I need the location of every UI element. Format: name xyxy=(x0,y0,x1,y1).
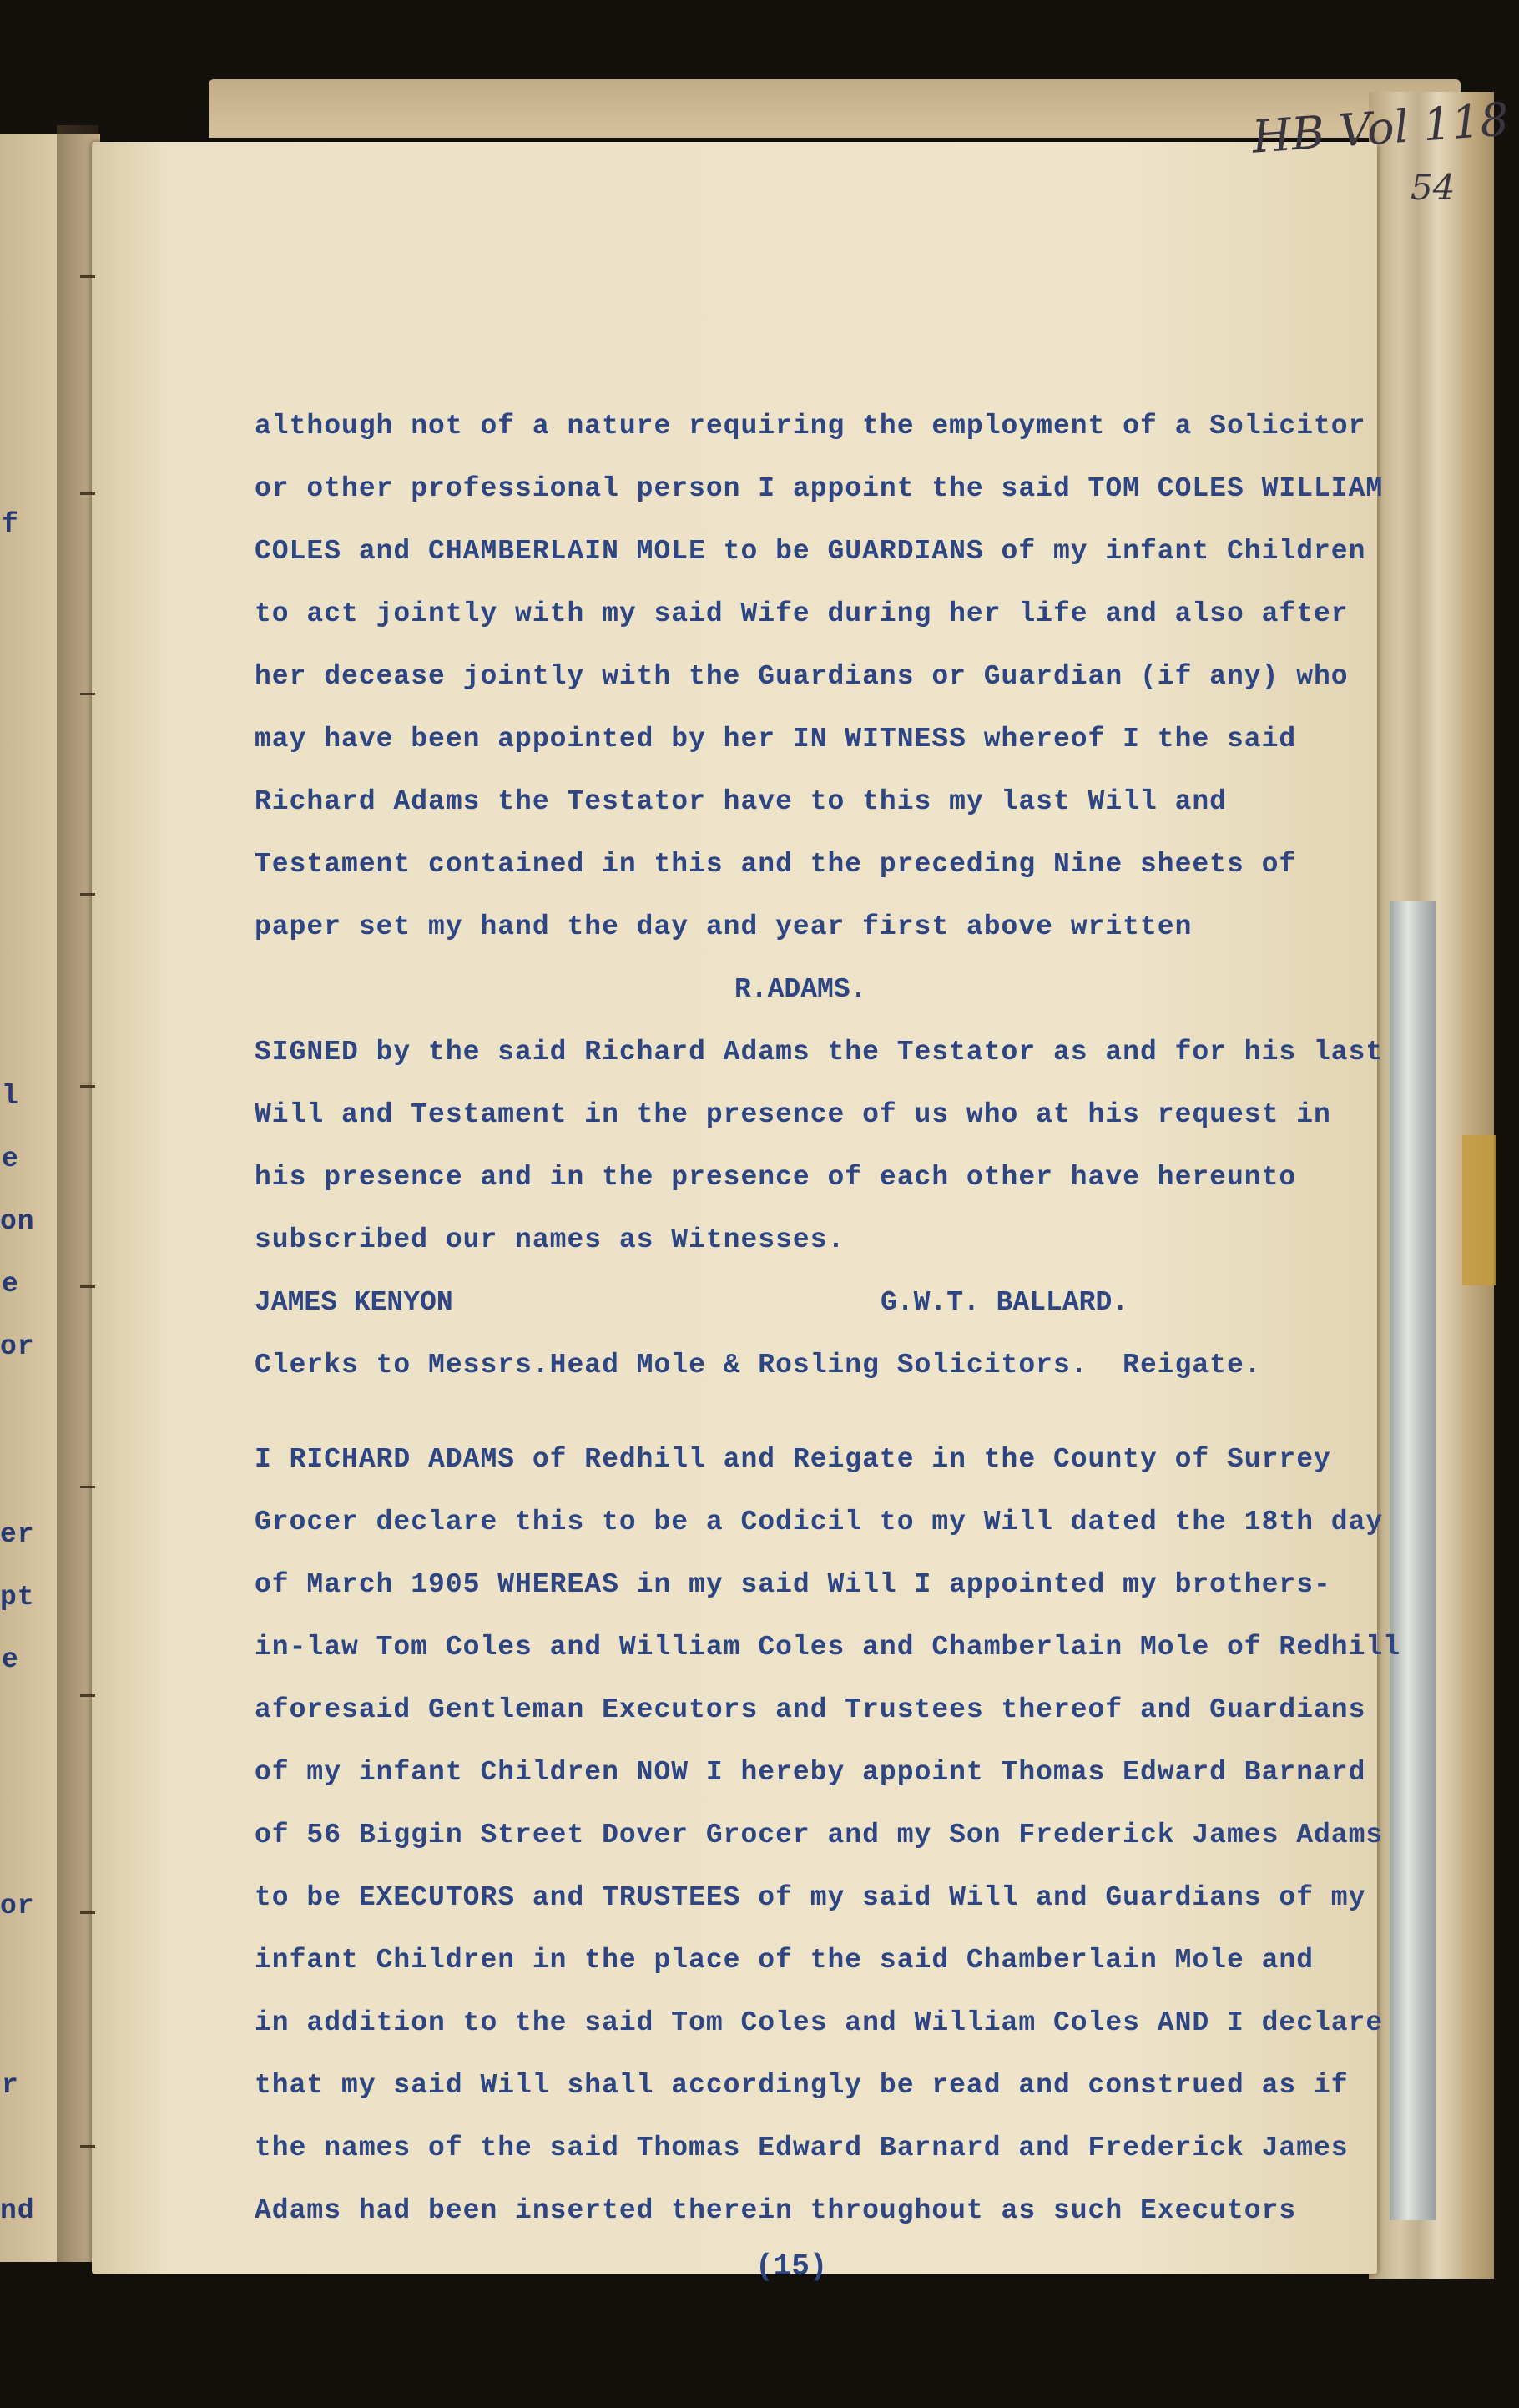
testator-signature: R.ADAMS. xyxy=(734,974,867,1005)
facing-page-fragment: l xyxy=(2,1081,19,1112)
codicil-line: of March 1905 WHEREAS in my said Will I appointed my brothers- xyxy=(255,1569,1331,1600)
codicil-line: in-law Tom Coles and William Coles and Chamberlain Mole of Redhill xyxy=(255,1632,1401,1663)
codicil-line: in addition to the said Tom Coles and William Coles AND I declare xyxy=(255,2007,1384,2038)
facing-page-fragment: e xyxy=(2,1143,19,1174)
binding-stitch xyxy=(80,893,95,896)
will-line: Richard Adams the Testator have to this my last Will and xyxy=(255,786,1227,817)
binding-stitch xyxy=(80,2145,95,2148)
clerks-line: Clerks to Messrs.Head Mole & Rosling Solicitors. Reigate. xyxy=(255,1350,1262,1381)
binding-stitch xyxy=(80,1285,95,1288)
will-line: or other professional person I appoint the said TOM COLES WILLIAM xyxy=(255,473,1384,504)
binding-stitch xyxy=(80,1694,95,1697)
attestation-line: Will and Testament in the presence of us who at his request in xyxy=(255,1099,1331,1130)
binding-stitch xyxy=(80,492,95,495)
facing-page-fragment: nd xyxy=(0,2195,35,2226)
archive-reference: HB Vol 118 xyxy=(1250,93,1511,164)
codicil-line: the names of the said Thomas Edward Barnard and Frederick James xyxy=(255,2133,1349,2163)
codicil-line: that my said Will shall accordingly be read and construed as if xyxy=(255,2070,1349,2101)
binding-stitch xyxy=(80,1911,95,1914)
binding-stitch xyxy=(80,275,95,278)
binding-stitch xyxy=(80,1486,95,1488)
will-line: her decease jointly with the Guardians or Guardian (if any) who xyxy=(255,661,1349,692)
facing-page-fragment: or xyxy=(0,1331,35,1362)
facing-page-fragment: f xyxy=(2,509,19,540)
folio-number: 54 xyxy=(1410,167,1456,208)
facing-page-fragment: pt xyxy=(0,1582,35,1613)
binding-stitch xyxy=(80,1085,95,1088)
will-line: to act jointly with my said Wife during her life and also after xyxy=(255,598,1349,629)
facing-page-fragment: or xyxy=(0,1891,35,1921)
witness-name-ballard: G.W.T. BALLARD. xyxy=(881,1287,1129,1318)
facing-page-fragment: e xyxy=(2,1269,19,1300)
codicil-line: infant Children in the place of the said Chamberlain Mole and xyxy=(255,1945,1314,1976)
will-line: may have been appointed by her IN WITNESS whereof I the said xyxy=(255,724,1297,755)
repair-tape xyxy=(1462,1135,1496,1285)
codicil-line: of 56 Biggin Street Dover Grocer and my Son Frederick James Adams xyxy=(255,1820,1384,1850)
facing-page-fragment: er xyxy=(0,1519,35,1550)
codicil-line: to be EXECUTORS and TRUSTEES of my said Will and Guardians of my xyxy=(255,1882,1366,1913)
facing-page-fragment: r xyxy=(2,2070,19,2101)
binding-stitch xyxy=(80,693,95,695)
will-line: paper set my hand the day and year first above written xyxy=(255,911,1193,942)
codicil-line: I RICHARD ADAMS of Redhill and Reigate in the County of Surrey xyxy=(255,1444,1331,1475)
codicil-line: aforesaid Gentleman Executors and Trustees thereof and Guardians xyxy=(255,1694,1366,1725)
plastic-sleeve xyxy=(1390,901,1436,2220)
facing-page-fragment: on xyxy=(0,1206,35,1237)
will-line: COLES and CHAMBERLAIN MOLE to be GUARDIANS of my infant Children xyxy=(255,536,1366,567)
codicil-line: of my infant Children NOW I hereby appoint Thomas Edward Barnard xyxy=(255,1757,1366,1788)
witness-name-kenyon: JAMES KENYON xyxy=(255,1287,453,1318)
codicil-line: Adams had been inserted therein throughout as such Executors xyxy=(255,2195,1297,2226)
page-number: (15) xyxy=(755,2249,828,2284)
attestation-line: his presence and in the presence of each other have hereunto xyxy=(255,1162,1297,1193)
attestation-line: SIGNED by the said Richard Adams the Testator as and for his last xyxy=(255,1037,1384,1068)
will-line: although not of a nature requiring the employment of a Solicitor xyxy=(255,411,1366,442)
attestation-line: subscribed our names as Witnesses. xyxy=(255,1224,845,1255)
will-line: Testament contained in this and the preceding Nine sheets of xyxy=(255,849,1297,880)
facing-page-fragment: e xyxy=(2,1644,19,1675)
codicil-line: Grocer declare this to be a Codicil to my Will dated the 18th day xyxy=(255,1507,1384,1537)
